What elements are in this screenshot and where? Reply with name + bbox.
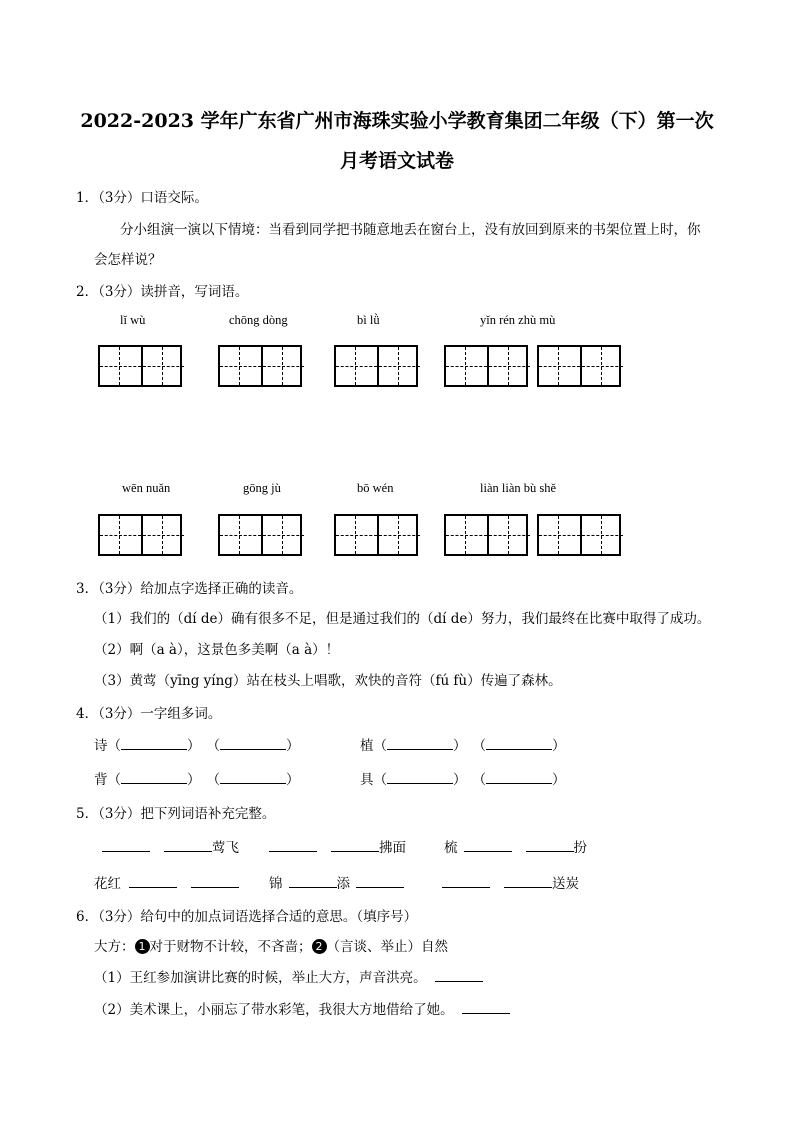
- q4-char: 植: [360, 738, 374, 754]
- answer-blank[interactable]: [191, 873, 239, 888]
- q4-heading: 4．（3分）一字组多词。: [76, 706, 222, 722]
- answer-blank[interactable]: [442, 873, 490, 888]
- q1-heading: 1．（3分）口语交际。: [76, 190, 208, 206]
- answer-blank[interactable]: [486, 769, 552, 784]
- writing-grid[interactable]: [334, 514, 418, 556]
- writing-grid[interactable]: [537, 345, 621, 387]
- answer-blank[interactable]: [356, 873, 404, 888]
- pinyin-label: chōng dòng: [229, 313, 288, 327]
- q3-item-3: （3）黄莺（yīng yíng）站在枝头上唱歌，欢快的音符（fú fù）传遍了森林。: [94, 673, 562, 689]
- writing-grid[interactable]: [537, 514, 621, 556]
- writing-grid[interactable]: [98, 345, 182, 387]
- answer-blank[interactable]: [486, 735, 552, 750]
- pinyin-label: lǐ wù: [120, 313, 146, 327]
- answer-blank[interactable]: [464, 837, 512, 852]
- answer-blank[interactable]: [129, 873, 177, 888]
- pinyin-label: bō wén: [357, 481, 394, 495]
- answer-blank[interactable]: [269, 837, 317, 852]
- q4-char: 诗: [94, 738, 108, 754]
- q3-item-2: （2）啊（a à），这景色多美啊（a à）！: [94, 642, 340, 658]
- page-title: 2022-2023 学年广东省广州市海珠实验小学教育集团二年级（下）第一次: [80, 110, 714, 132]
- q3-heading: 3．（3分）给加点字选择正确的读音。: [76, 581, 303, 597]
- q4-row: 诗（ ） （ ）: [94, 734, 300, 754]
- q4-row: 植（ ） （ ）: [360, 734, 566, 754]
- q5-row-2: 花红 锦 添 送炭: [94, 872, 579, 892]
- number-circle-1: 1: [135, 939, 150, 954]
- writing-grid[interactable]: [218, 514, 302, 556]
- answer-blank[interactable]: [289, 873, 337, 888]
- q2-heading: 2．（3分）读拼音，写词语。: [76, 284, 249, 300]
- page-title-line2: 月考语文试卷: [339, 150, 454, 172]
- answer-blank[interactable]: [121, 769, 187, 784]
- answer-blank[interactable]: [435, 967, 483, 982]
- q4-char: 具: [360, 772, 374, 788]
- writing-grid[interactable]: [98, 514, 182, 556]
- answer-blank[interactable]: [387, 769, 453, 784]
- pinyin-label: liàn liàn bù shě: [480, 481, 557, 495]
- q1-body-line2: 会怎样说？: [94, 252, 162, 268]
- answer-blank[interactable]: [121, 735, 187, 750]
- q4-char: 背: [94, 772, 108, 788]
- q5-heading: 5．（3分）把下列词语补充完整。: [76, 806, 276, 822]
- answer-blank[interactable]: [102, 837, 150, 852]
- q6-heading: 6．（3分）给句中的加点词语选择合适的意思。（填序号）: [76, 909, 418, 925]
- q4-row: 背（ ） （ ）: [94, 768, 300, 788]
- number-circle-2: 2: [312, 939, 327, 954]
- answer-blank[interactable]: [220, 735, 286, 750]
- q1-body-line1: 分小组演一演以下情境：当看到同学把书随意地丢在窗台上，没有放回到原来的书架位置上时，你: [120, 222, 701, 238]
- writing-grid[interactable]: [444, 514, 528, 556]
- pinyin-label: gōng jù: [243, 481, 281, 495]
- writing-grid[interactable]: [444, 345, 528, 387]
- q3-item-1: （1）我们的（dí de）确有很多不足，但是通过我们的（dí de）努力，我们最终在比赛中取得了成功。: [94, 611, 711, 627]
- q6-item-2: （2）美术课上，小丽忘了带水彩笔，我很大方地借给了她。: [94, 998, 510, 1018]
- answer-blank[interactable]: [462, 999, 510, 1014]
- q4-row: 具（ ） （ ）: [360, 768, 566, 788]
- answer-blank[interactable]: [526, 837, 574, 852]
- answer-blank[interactable]: [504, 873, 552, 888]
- answer-blank[interactable]: [164, 837, 212, 852]
- q6-item-1: （1）王红参加演讲比赛的时候，举止大方，声音洪亮。: [94, 966, 483, 986]
- pinyin-label: wēn nuǎn: [122, 481, 171, 495]
- writing-grid[interactable]: [218, 345, 302, 387]
- pinyin-label: yǐn rén zhù mù: [480, 313, 556, 327]
- pinyin-label: bì lǜ: [357, 313, 380, 327]
- answer-blank[interactable]: [387, 735, 453, 750]
- q5-row-1: 莺飞 拂面 梳 扮: [102, 836, 587, 856]
- answer-blank[interactable]: [331, 837, 379, 852]
- answer-blank[interactable]: [220, 769, 286, 784]
- q6-definitions: 大方： 1 对于财物不计较，不吝啬； 2 （言谈、举止）自然: [94, 939, 448, 955]
- writing-grid[interactable]: [334, 345, 418, 387]
